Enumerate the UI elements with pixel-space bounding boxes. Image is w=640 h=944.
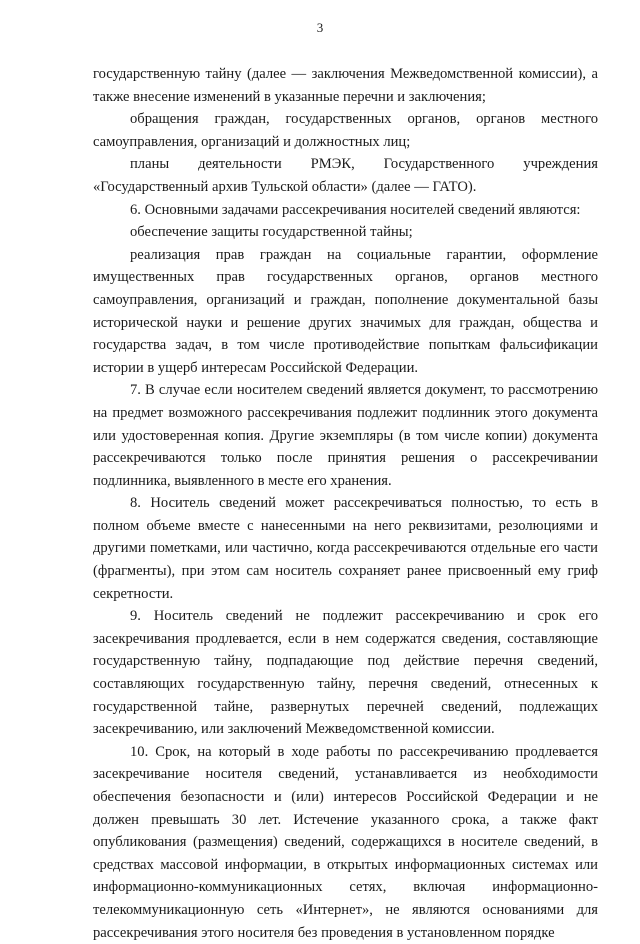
paragraph-secret-protection: обеспечение защиты государственной тайны;: [130, 224, 413, 241]
page-number: 3: [316, 20, 324, 35]
paragraph-item-6: 6. Основными задачами рассекречивания носителей сведений являются:: [130, 201, 581, 218]
paragraph-citizen-rights: реализация прав граждан на социальные гарантии, оформление имущественных прав государственных органов, органов местного самоуправления, организаций и граждан, пополнение документальной базы исторической науки и решение других значимых для граждан, общества и государства задач, в том числе противодействие попыткам фальсификации истории в ущерб интересам Российской Федерации.: [93, 246, 598, 376]
paragraph-citizen-appeals: обращения граждан, государственных органов, органов местного самоуправления, организаций и должностных лиц;: [93, 111, 598, 150]
paragraph-state-secret-conclusions: государственную тайну (далее — заключения Межведомственной комиссии), а также внесение изменений в указанные перечни и заключения;: [93, 66, 598, 105]
paragraph-item-7: 7. В случае если носителем сведений является документ, то рассмотрению на предмет возможного рассекречивания подлежит подлинник этого документа или удостоверенная копия. Другие экземпляры (в том числе копии) документа рассекречиваются только после принятия решения о рассекречивании подлинника, выявленного в месте его хранения.: [93, 382, 598, 489]
document-body: [93, 63, 598, 944]
paragraph-work-plans: планы деятельности РМЭК, Государственного учреждения «Государственный архив Тульской области» (далее — ГАТО).: [93, 156, 598, 195]
paragraph-item-10: 10. Срок, на который в ходе работы по рассекречиванию продлевается засекречивание носителя сведений, устанавливается из необходимости обеспечения безопасности и (или) интересов Российской Федерации и не должен превышать 30 лет. Истечение указанного срока, а также факт опубликования (размещения) сведений, содержащихся в носителе сведений, в средствах массовой информации, в открытых информационных системах или информационно-коммуникационных сетях, включая информационно-телекоммуникационную сеть «Интернет», не являются основаниями для рассекречивания этого носителя без проведения в установленном порядке: [93, 743, 598, 941]
paragraph-item-8: 8. Носитель сведений может рассекречиваться полностью, то есть в полном объеме вместе с нанесенными на него реквизитами, резолюциями и другими пометками, или частично, когда рассекречиваются отдельные его части (фрагменты), при этом сам носитель сохраняет ранее присвоенный ему гриф секретности.: [93, 495, 598, 602]
paragraph-item-9: 9. Носитель сведений не подлежит рассекречиванию и срок его засекречивания продлевается, если в нем содержатся сведения, составляющие государственную тайну, подпадающие под действие перечня сведений, составляющих государственную тайну, перечня сведений, отнесенных к государственной тайне, развернутых перечней сведений, подлежащих засекречиванию, или заключений Межведомственной комиссии.: [93, 608, 598, 738]
